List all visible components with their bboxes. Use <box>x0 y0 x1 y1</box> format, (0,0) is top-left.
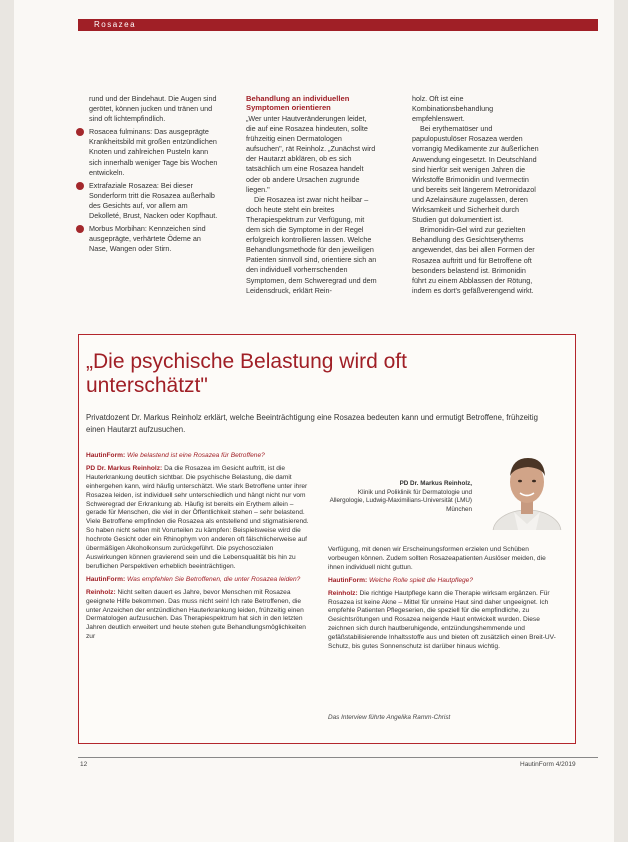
paragraph: Brimonidin-Gel wird zur gezielten Behandlung des Gesichtserythems angewendet, das bei allen Formen der Rosazea auftritt und für Betroffene oft besonders belastend ist. Brimonidin führt zu einem Abblassen der Rötung, indem es dort's gefäßverengend wirkt. <box>412 225 535 295</box>
column-3 <box>412 94 542 296</box>
column-1 <box>89 94 221 254</box>
section-label: Rosazea <box>94 20 137 29</box>
interview-intro: Privatdozent Dr. Markus Reinholz erklärt, welche Beeinträchtigung eine Rosazea bedeuten kann und ermutigt Betroffene, frühzeitig einen Hautarzt aufzusuchen. <box>86 413 538 434</box>
portrait-photo <box>488 448 566 530</box>
paragraph: „Wer unter Hautveränderungen leidet, die auf eine Rosazea hindeuten, sollte frühzeitig einen Dermatologen aufsuchen", rät Reinholz. „Zunächst wird der Hautarzt abklären, ob es sich tatsächlich um eine Rosazea handelt oder ob andere Ursachen zugrunde liegen." <box>246 114 376 194</box>
paragraph: Verfügung, mit denen wir Erscheinungsformen erzielen und Schüben vorbeugen können. Zudem sollten Rosazeapatienten Auslöser meiden, die ihnen individuell nicht guttun. <box>328 546 546 571</box>
paragraph: Bei erythematöser und papulopustulöser Rosazea werden vorrangig Medikamente zur äußerlichen Anwendung eingesetzt. In Deutschland sind hierfür seit wenigen Jahren die Wirkstoffe Brimonidin und Ivermectin und bereits seit längerem Metronidazol und Azelainsäure zugelassen, deren Wirksamkeit und Sicherheit durch Studien gut dokumentiert ist. <box>412 124 539 225</box>
question-text: Wie belastend ist eine Rosazea für Betroffene? <box>127 452 265 459</box>
answer-text: Nicht selten dauert es Jahre, bevor Menschen mit Rosazea geeignete Hilfe bekommen. Das muss nicht sein! Ich rate Betroffenen, die unter Anzeichen der entzündlichen Hauterkrankung leiden, frühzeitig einen Dermatologen aufzusuchen. Das Therapiespektrum hat sich in den letzten Jahren deutlich erweitert und heute stehen gute Behandlungsmöglichkeiten zur <box>86 588 306 641</box>
answer-label: PD Dr. Markus Reinholz: <box>86 464 163 472</box>
list-item <box>89 224 221 254</box>
list-item-text: Rosacea fulminans: Das ausgeprägte Krankheitsbild mit großen entzündlichen Knoten und zahlreichen Pusteln kann sich innerhalb weniger Tage bis Wochen entwickeln. <box>89 127 218 177</box>
left-page-edge <box>0 0 14 842</box>
bullet-icon <box>76 225 84 233</box>
question <box>328 577 558 586</box>
interview-headline: „Die psychische Belastung wird oft unterschätzt" <box>86 350 407 397</box>
bullet-icon <box>76 128 84 136</box>
answer <box>86 589 314 642</box>
paragraph: rund und der Bindehaut. Die Augen sind gerötet, können jucken und tränen und sind oft lichtempfindlich. <box>89 94 217 124</box>
question <box>86 452 314 461</box>
question-text: Was empfehlen Sie Betroffenen, die unter Rosazea leiden? <box>127 575 301 583</box>
caption-affiliation: Klinik und Poliklinik für Dermatologie und Allergologie, Ludwig-Maximilians-Universität (LMU) München <box>329 488 472 513</box>
column-2 <box>246 94 378 296</box>
answer <box>328 590 558 652</box>
publication-name: HautinForm 4/2019 <box>520 761 576 768</box>
photo-caption <box>328 480 472 514</box>
answer-label: Reinholz: <box>328 589 358 597</box>
paragraph: Die Rosazea ist zwar nicht heilbar – doch heute steht ein breites Therapiespektrum zur Verfügung, mit dem sich die Symptome in der Regel erfolgreich kontrollieren lassen. Welche Behandlungsmethode für den jeweiligen Patienten sinnvoll sind, orientiere sich an den individuell vorherrschenden Symptomen, dem Schweregrad und dem Leidensdruck, erklärt Rein- <box>246 194 377 295</box>
interview-credit: Das Interview führte Angelika Ramm-Christ <box>328 714 451 721</box>
question <box>86 576 314 585</box>
list-item <box>89 181 221 221</box>
section-header-bar <box>78 19 598 31</box>
caption-name: PD Dr. Markus Reinholz, <box>399 480 472 487</box>
answer <box>86 465 314 572</box>
answer-text: Die richtige Hautpflege kann die Therapie wirksam ergänzen. Für Rosazea ist keine Akne – Mittel für unreine Haut sind daher ungeeignet. Ich empfehle Patienten Pflegeserien, die speziell für die empfindliche, zu Gesichtsrötungen und Rosazea neigende Haut entwickelt wurden. Diese zeichnen sich durch hautberuhigende, entzündungshemmende und gefäßstabilisierende Inhaltsstoffe aus und bieten oft zusätzlich einen Breit-UV-Schutz, bis gutes Sonnenschutz ist darüber hinaus wichtig. <box>328 589 556 651</box>
question-label: HautinForm: <box>86 575 126 583</box>
answer-label: Reinholz: <box>86 588 116 596</box>
paragraph: holz. Oft ist eine Kombinationsbehandlung empfehlenswert. <box>412 94 494 124</box>
subheading: Behandlung an individuellen Symptomen orientieren <box>246 94 350 112</box>
interview-column-2 <box>328 546 558 656</box>
list-item-text: Extrafaziale Rosazea: Bei dieser Sonderform tritt die Rosazea außerhalb des Gesichts auf, vor allem am Dekolleté, Brust, Nacken oder Kopfhaut. <box>89 180 218 221</box>
interview-column-1 <box>86 452 314 646</box>
answer-text: Da die Rosazea im Gesicht auftritt, ist die Hauterkrankung deutlich sichtbar. Die psychische Belastung, die damit einhergehen kann, wird häufig unterschätzt. Wie stark Betroffene unter ihrer Rosazea leiden, ist individuell sehr unterschiedlich und hängt nicht nur vom Schweregrad der Erkrankung ab. Häufig ist bereits ein Erythem allein – gerade für Menschen, die viel in der Öffentlichkeit stehen – sehr belastend. Viele Betroffene empfinden die Rosazea als entstellend und stigmatisierend. So haben nicht selten mit Vorurteilen zu kämpfen: Beispielsweise wird die hochrote Gesicht oder ein Rhinophym von anderen oft fälschlicherweise auf übermäßigen Alkoholkonsum zurückgeführt. Die psychosozialen Auswirkungen können gravierend sein und die Lebensqualität bis hin zu beruflichen Perspektiven erheblich beeinträchtigen. <box>86 464 309 570</box>
question-text: Welche Rolle spielt die Hautpflege? <box>369 576 474 584</box>
list-item <box>89 127 221 177</box>
right-page-edge <box>614 0 628 842</box>
footer-rule <box>78 757 598 758</box>
page-number: 12 <box>80 761 88 768</box>
question-label: HautinForm: <box>328 576 368 584</box>
bullet-icon <box>76 182 84 190</box>
question-label: HautinForm: <box>86 452 126 459</box>
list-item-text: Morbus Morbihan: Kennzeichen sind ausgeprägte, verhärtete Ödeme an Nase, Wangen oder Stirn. <box>89 224 206 254</box>
